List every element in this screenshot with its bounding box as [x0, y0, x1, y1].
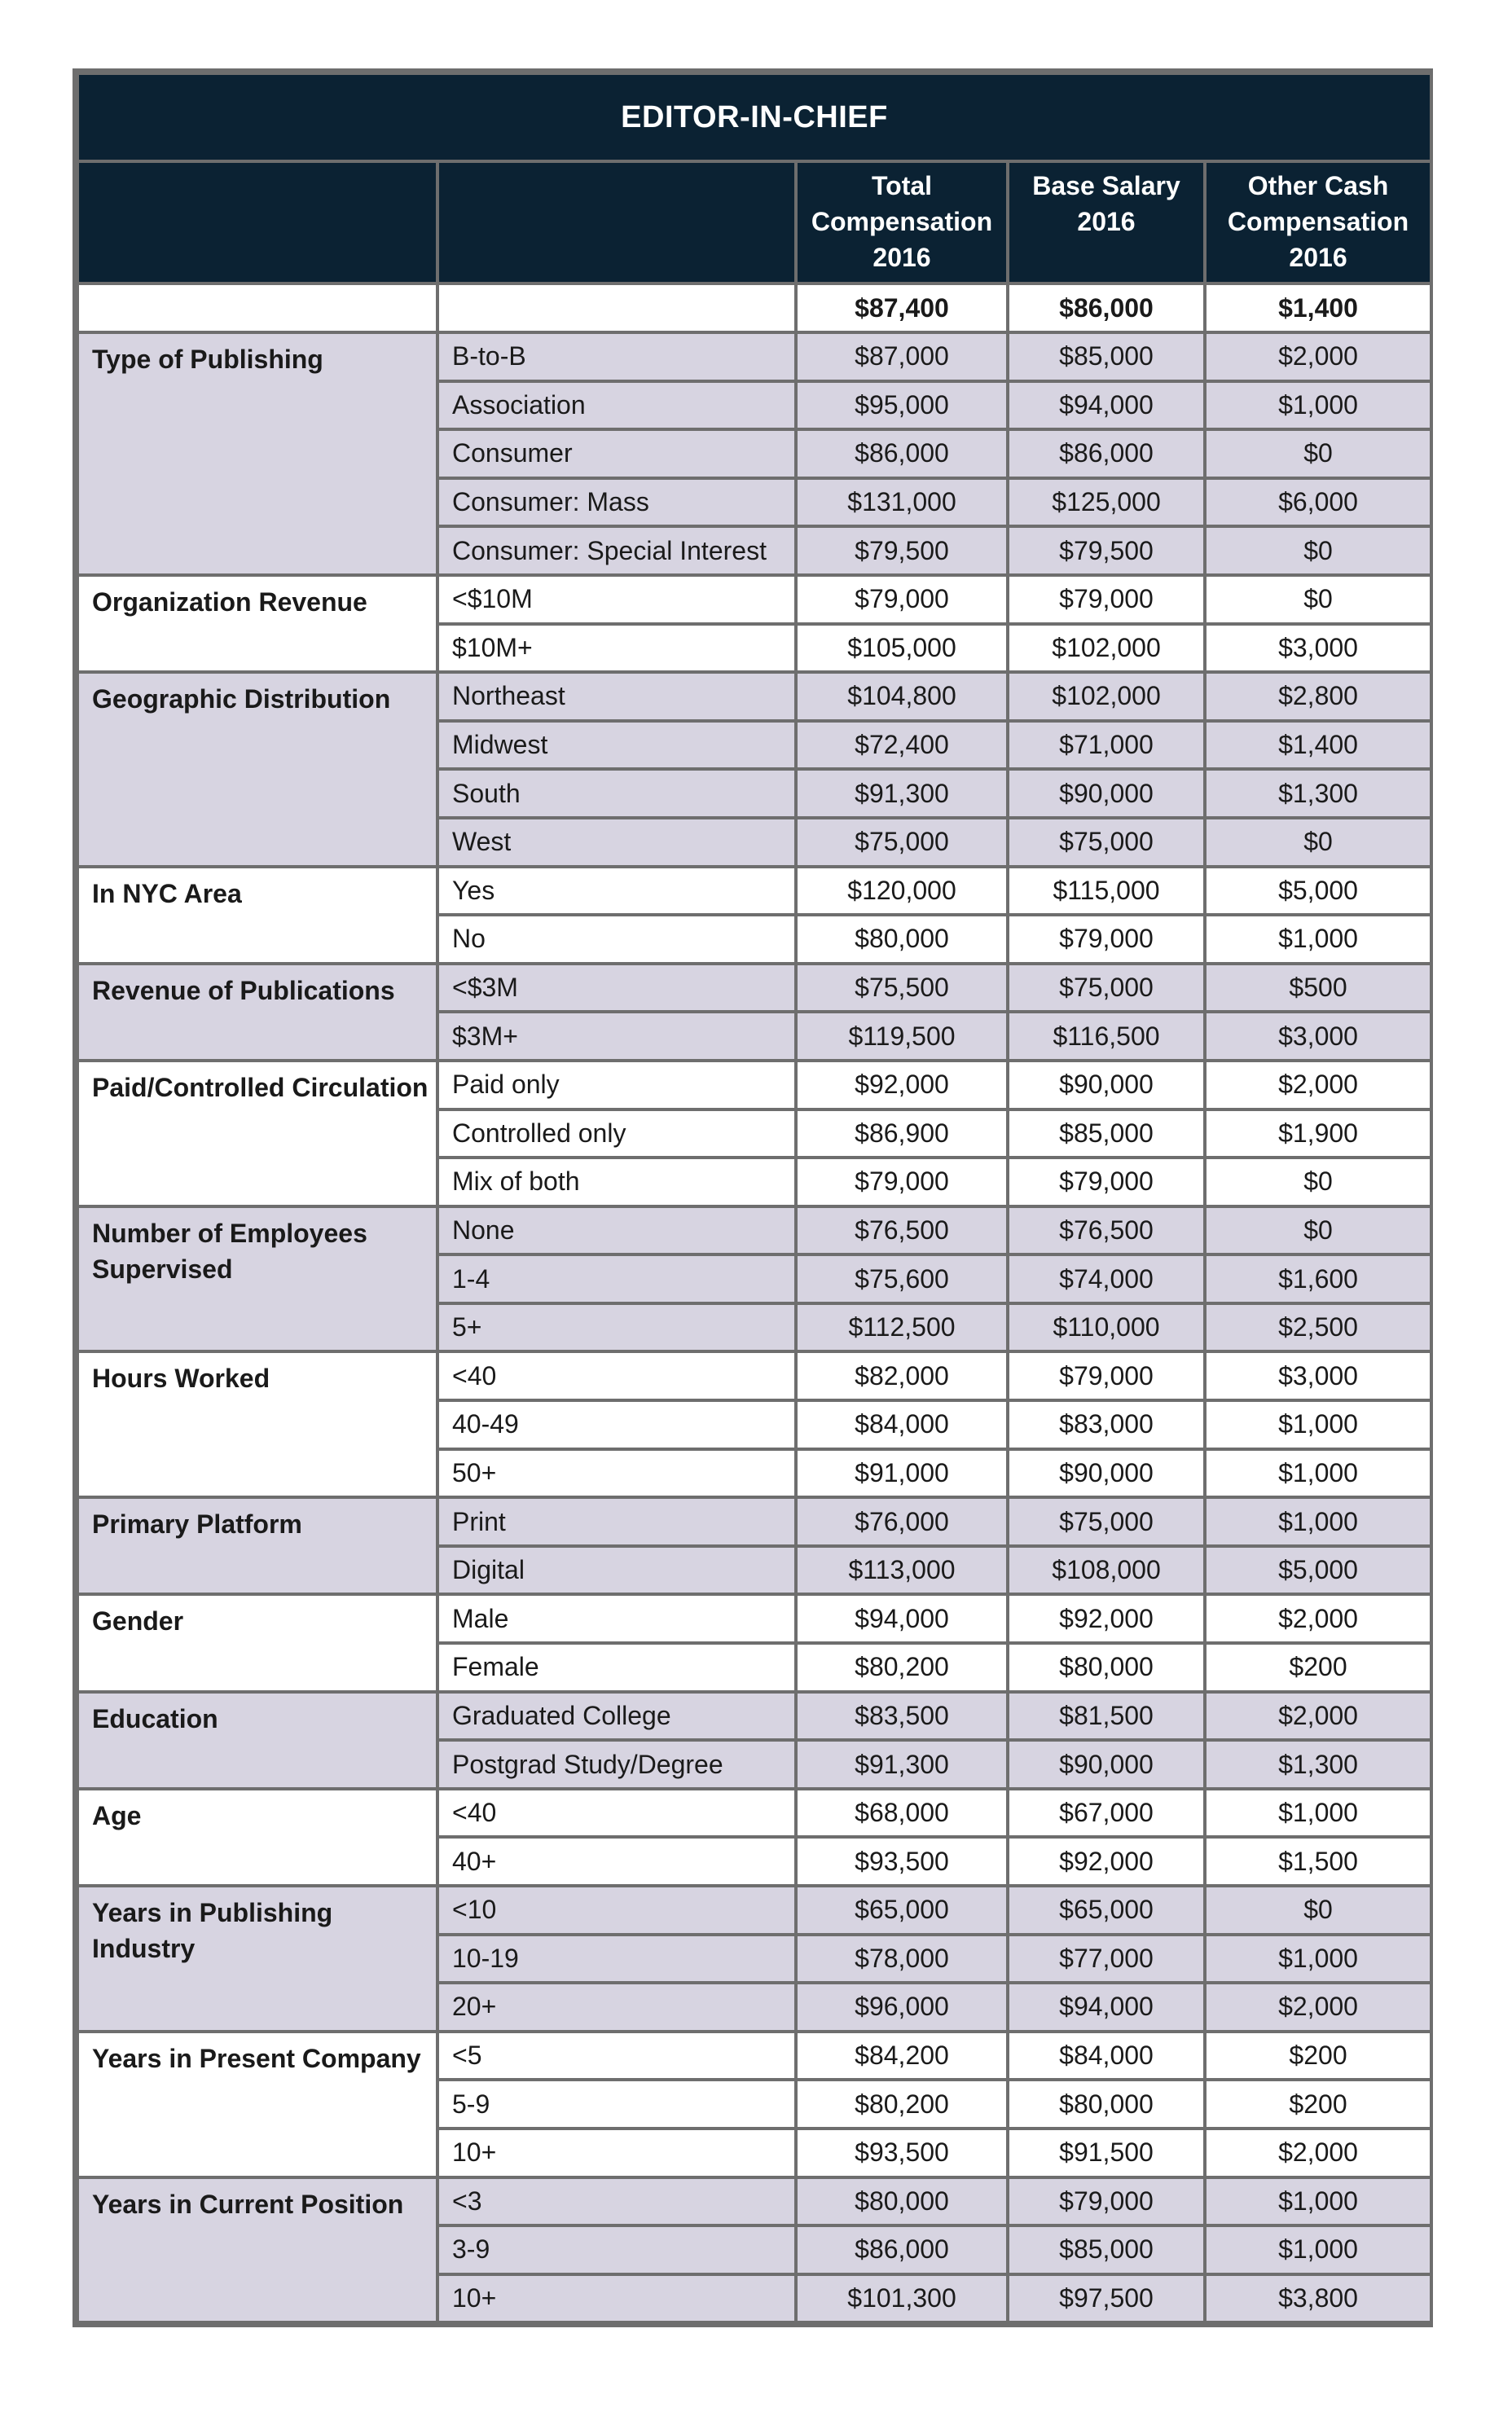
- subcategory-label: Consumer: [437, 429, 796, 478]
- table-row: [77, 1594, 1431, 1643]
- subcategory-label: Paid only: [437, 1061, 796, 1109]
- base-salary-cell: $75,000: [1008, 964, 1205, 1013]
- other-cash-cell: $500: [1205, 964, 1431, 1013]
- total-empty-category: [77, 283, 437, 332]
- other-cash-cell: $2,000: [1205, 1692, 1431, 1741]
- total-compensation-cell: $78,000: [796, 1935, 1008, 1984]
- header-line: 2016: [872, 243, 931, 272]
- category-label: Years in Current Position: [77, 2177, 437, 2323]
- total-compensation-cell: $79,000: [796, 575, 1008, 624]
- base-salary-cell: $90,000: [1008, 1449, 1205, 1498]
- total-compensation-cell: $80,200: [796, 2080, 1008, 2129]
- category-label: Years in Present Company: [77, 2032, 437, 2177]
- subcategory-label: <10: [437, 1886, 796, 1935]
- category-label: Organization Revenue: [77, 575, 437, 672]
- base-salary-cell: $85,000: [1008, 1109, 1205, 1158]
- subcategory-label: <40: [437, 1351, 796, 1400]
- total-compensation-cell: $75,500: [796, 964, 1008, 1013]
- base-salary-cell: $94,000: [1008, 1983, 1205, 2032]
- subcategory-label: Consumer: Mass: [437, 478, 796, 527]
- table-row: [77, 575, 1431, 624]
- base-salary-cell: $90,000: [1008, 1061, 1205, 1109]
- total-compensation-cell: $86,000: [796, 429, 1008, 478]
- table-title: EDITOR-IN-CHIEF: [77, 73, 1431, 161]
- subcategory-label: <$3M: [437, 964, 796, 1013]
- other-cash-cell: $3,000: [1205, 1012, 1431, 1061]
- base-salary-cell: $79,000: [1008, 1158, 1205, 1206]
- base-salary-cell: $77,000: [1008, 1935, 1205, 1984]
- other-cash-cell: $2,500: [1205, 1303, 1431, 1352]
- subcategory-label: 5+: [437, 1303, 796, 1352]
- base-salary-cell: $67,000: [1008, 1789, 1205, 1838]
- table-row: [77, 964, 1431, 1013]
- other-cash-cell: $2,800: [1205, 672, 1431, 721]
- table-row: [77, 1692, 1431, 1741]
- header-line: Total: [871, 171, 933, 200]
- base-salary-cell: $80,000: [1008, 2080, 1205, 2129]
- total-compensation-cell: $80,000: [796, 2177, 1008, 2226]
- base-salary-cell: $85,000: [1008, 2225, 1205, 2274]
- table-row: [77, 1206, 1431, 1255]
- other-cash-cell: $0: [1205, 818, 1431, 867]
- table-row: [77, 867, 1431, 916]
- base-salary-cell: $76,500: [1008, 1206, 1205, 1255]
- total-compensation-cell: $96,000: [796, 1983, 1008, 2032]
- other-cash-cell: $0: [1205, 429, 1431, 478]
- other-cash-cell: $1,000: [1205, 1935, 1431, 1984]
- header-empty-category: [77, 161, 437, 283]
- base-salary-cell: $75,000: [1008, 818, 1205, 867]
- subcategory-label: Midwest: [437, 721, 796, 770]
- other-cash-cell: $1,000: [1205, 2225, 1431, 2274]
- other-cash-cell: $2,000: [1205, 1061, 1431, 1109]
- subcategory-label: South: [437, 769, 796, 818]
- table-row: [77, 1886, 1431, 1935]
- total-compensation-cell: $87,000: [796, 332, 1008, 381]
- base-salary-cell: $97,500: [1008, 2274, 1205, 2323]
- other-cash-cell: $1,000: [1205, 2177, 1431, 2226]
- base-salary-cell: $74,000: [1008, 1254, 1205, 1303]
- total-compensation-cell: $104,800: [796, 672, 1008, 721]
- total-compensation-cell: $91,300: [796, 769, 1008, 818]
- subcategory-label: Controlled only: [437, 1109, 796, 1158]
- category-label: Revenue of Publications: [77, 964, 437, 1061]
- total-compensation-cell: $112,500: [796, 1303, 1008, 1352]
- other-cash-cell: $3,800: [1205, 2274, 1431, 2323]
- other-cash-cell: $0: [1205, 526, 1431, 575]
- total-compensation-cell: $119,500: [796, 1012, 1008, 1061]
- total-compensation-cell: $91,000: [796, 1449, 1008, 1498]
- table-row: [77, 2032, 1431, 2080]
- other-cash-cell: $200: [1205, 2080, 1431, 2129]
- total-compensation-cell: $101,300: [796, 2274, 1008, 2323]
- subcategory-label: 10+: [437, 2129, 796, 2177]
- total-compensation-cell: $92,000: [796, 1061, 1008, 1109]
- base-salary-cell: $92,000: [1008, 1594, 1205, 1643]
- subcategory-label: 3-9: [437, 2225, 796, 2274]
- header-line: Other Cash: [1247, 171, 1389, 200]
- base-salary-cell: $83,000: [1008, 1400, 1205, 1449]
- base-salary-cell: $110,000: [1008, 1303, 1205, 1352]
- subcategory-label: Digital: [437, 1546, 796, 1595]
- base-salary-cell: $102,000: [1008, 624, 1205, 673]
- other-cash-cell: $0: [1205, 1886, 1431, 1935]
- base-salary-cell: $86,000: [1008, 429, 1205, 478]
- total-compensation-cell: $86,000: [796, 2225, 1008, 2274]
- subcategory-label: <$10M: [437, 575, 796, 624]
- subcategory-label: 40+: [437, 1837, 796, 1886]
- other-cash-cell: $1,000: [1205, 381, 1431, 430]
- table-row: [77, 1351, 1431, 1400]
- table-row: [77, 2177, 1431, 2226]
- total-compensation-cell: $113,000: [796, 1546, 1008, 1595]
- subcategory-label: 40-49: [437, 1400, 796, 1449]
- header-empty-subcategory: [437, 161, 796, 283]
- other-cash-cell: $2,000: [1205, 332, 1431, 381]
- other-cash-cell: $1,000: [1205, 1497, 1431, 1546]
- total-compensation-cell: $93,500: [796, 1837, 1008, 1886]
- subcategory-label: Female: [437, 1643, 796, 1692]
- subcategory-label: 1-4: [437, 1254, 796, 1303]
- base-salary-cell: $84,000: [1008, 2032, 1205, 2080]
- base-salary-cell: $108,000: [1008, 1546, 1205, 1595]
- subcategory-label: 10+: [437, 2274, 796, 2323]
- total-compensation-cell: $80,000: [796, 915, 1008, 964]
- base-salary-cell: $71,000: [1008, 721, 1205, 770]
- table-body: [77, 283, 1431, 2322]
- total-compensation-value: $87,400: [796, 283, 1008, 332]
- category-label: Years in Publishing Industry: [77, 1886, 437, 2032]
- subcategory-label: <3: [437, 2177, 796, 2226]
- subcategory-label: 10-19: [437, 1935, 796, 1984]
- base-salary-cell: $79,000: [1008, 915, 1205, 964]
- base-salary-cell: $91,500: [1008, 2129, 1205, 2177]
- total-compensation-cell: $86,900: [796, 1109, 1008, 1158]
- category-label: In NYC Area: [77, 867, 437, 964]
- header-line: Base Salary: [1032, 171, 1180, 200]
- header-line: Compensation: [1227, 207, 1409, 236]
- other-cash-cell: $1,900: [1205, 1109, 1431, 1158]
- subcategory-label: Print: [437, 1497, 796, 1546]
- subcategory-label: <40: [437, 1789, 796, 1838]
- total-compensation-cell: $75,000: [796, 818, 1008, 867]
- total-compensation-cell: $75,600: [796, 1254, 1008, 1303]
- subcategory-label: 20+: [437, 1983, 796, 2032]
- header-line: 2016: [1077, 207, 1136, 236]
- subcategory-label: $3M+: [437, 1012, 796, 1061]
- total-base-salary-value: $86,000: [1008, 283, 1205, 332]
- category-label: Type of Publishing: [77, 332, 437, 575]
- table-row: [77, 672, 1431, 721]
- base-salary-cell: $94,000: [1008, 381, 1205, 430]
- other-cash-cell: $1,000: [1205, 1789, 1431, 1838]
- table-row: [77, 1789, 1431, 1838]
- base-salary-cell: $75,000: [1008, 1497, 1205, 1546]
- subcategory-label: Yes: [437, 867, 796, 916]
- total-compensation-cell: $120,000: [796, 867, 1008, 916]
- total-empty-subcategory: [437, 283, 796, 332]
- other-cash-cell: $3,000: [1205, 624, 1431, 673]
- category-label: Number of Employees Supervised: [77, 1206, 437, 1352]
- other-cash-cell: $0: [1205, 1206, 1431, 1255]
- table-row: [77, 1061, 1431, 1109]
- subcategory-label: Mix of both: [437, 1158, 796, 1206]
- base-salary-cell: $92,000: [1008, 1837, 1205, 1886]
- base-salary-cell: $80,000: [1008, 1643, 1205, 1692]
- base-salary-cell: $115,000: [1008, 867, 1205, 916]
- table-row: [77, 1497, 1431, 1546]
- total-compensation-cell: $84,000: [796, 1400, 1008, 1449]
- other-cash-cell: $0: [1205, 575, 1431, 624]
- subcategory-label: Northeast: [437, 672, 796, 721]
- total-compensation-cell: $80,200: [796, 1643, 1008, 1692]
- subcategory-label: 5-9: [437, 2080, 796, 2129]
- header-line: 2016: [1289, 243, 1347, 272]
- total-compensation-cell: $94,000: [796, 1594, 1008, 1643]
- subcategory-label: B-to-B: [437, 332, 796, 381]
- subcategory-label: Association: [437, 381, 796, 430]
- total-other-cash-value: $1,400: [1205, 283, 1431, 332]
- subcategory-label: $10M+: [437, 624, 796, 673]
- total-compensation-cell: $93,500: [796, 2129, 1008, 2177]
- header-base-salary: [1008, 161, 1205, 283]
- total-compensation-cell: $79,500: [796, 526, 1008, 575]
- base-salary-cell: $90,000: [1008, 1740, 1205, 1789]
- other-cash-cell: $3,000: [1205, 1351, 1431, 1400]
- header-line: Compensation: [811, 207, 993, 236]
- overall-total-row: [77, 283, 1431, 332]
- base-salary-cell: $116,500: [1008, 1012, 1205, 1061]
- other-cash-cell: $1,300: [1205, 1740, 1431, 1789]
- other-cash-cell: $1,400: [1205, 721, 1431, 770]
- table-row: [77, 332, 1431, 381]
- base-salary-cell: $79,000: [1008, 2177, 1205, 2226]
- other-cash-cell: $1,600: [1205, 1254, 1431, 1303]
- subcategory-label: 50+: [437, 1449, 796, 1498]
- category-label: Gender: [77, 1594, 437, 1691]
- base-salary-cell: $102,000: [1008, 672, 1205, 721]
- category-label: Education: [77, 1692, 437, 1789]
- total-compensation-cell: $84,200: [796, 2032, 1008, 2080]
- total-compensation-cell: $76,500: [796, 1206, 1008, 1255]
- other-cash-cell: $1,500: [1205, 1837, 1431, 1886]
- base-salary-cell: $79,000: [1008, 1351, 1205, 1400]
- base-salary-cell: $79,000: [1008, 575, 1205, 624]
- header-other-cash-compensation: [1205, 161, 1431, 283]
- total-compensation-cell: $68,000: [796, 1789, 1008, 1838]
- total-compensation-cell: $76,000: [796, 1497, 1008, 1546]
- base-salary-cell: $90,000: [1008, 769, 1205, 818]
- other-cash-cell: $1,000: [1205, 1400, 1431, 1449]
- other-cash-cell: $0: [1205, 1158, 1431, 1206]
- base-salary-cell: $79,500: [1008, 526, 1205, 575]
- category-label: Age: [77, 1789, 437, 1886]
- total-compensation-cell: $91,300: [796, 1740, 1008, 1789]
- total-compensation-cell: $72,400: [796, 721, 1008, 770]
- other-cash-cell: $2,000: [1205, 2129, 1431, 2177]
- header-total-compensation: [796, 161, 1008, 283]
- other-cash-cell: $200: [1205, 1643, 1431, 1692]
- subcategory-label: None: [437, 1206, 796, 1255]
- column-header-row: [77, 161, 1431, 283]
- other-cash-cell: $2,000: [1205, 1983, 1431, 2032]
- other-cash-cell: $5,000: [1205, 1546, 1431, 1595]
- total-compensation-cell: $82,000: [796, 1351, 1008, 1400]
- category-label: Paid/Controlled Circulation: [77, 1061, 437, 1206]
- category-label: Primary Platform: [77, 1497, 437, 1594]
- base-salary-cell: $85,000: [1008, 332, 1205, 381]
- base-salary-cell: $65,000: [1008, 1886, 1205, 1935]
- base-salary-cell: $81,500: [1008, 1692, 1205, 1741]
- subcategory-label: <5: [437, 2032, 796, 2080]
- other-cash-cell: $1,300: [1205, 769, 1431, 818]
- category-label: Hours Worked: [77, 1351, 437, 1497]
- total-compensation-cell: $65,000: [796, 1886, 1008, 1935]
- total-compensation-cell: $83,500: [796, 1692, 1008, 1741]
- total-compensation-cell: $131,000: [796, 478, 1008, 527]
- subcategory-label: Postgrad Study/Degree: [437, 1740, 796, 1789]
- other-cash-cell: $5,000: [1205, 867, 1431, 916]
- subcategory-label: West: [437, 818, 796, 867]
- subcategory-label: Consumer: Special Interest: [437, 526, 796, 575]
- subcategory-label: Male: [437, 1594, 796, 1643]
- total-compensation-cell: $95,000: [796, 381, 1008, 430]
- subcategory-label: No: [437, 915, 796, 964]
- compensation-table-container: [73, 68, 1433, 2327]
- other-cash-cell: $1,000: [1205, 1449, 1431, 1498]
- other-cash-cell: $200: [1205, 2032, 1431, 2080]
- other-cash-cell: $2,000: [1205, 1594, 1431, 1643]
- total-compensation-cell: $79,000: [796, 1158, 1008, 1206]
- subcategory-label: Graduated College: [437, 1692, 796, 1741]
- total-compensation-cell: $105,000: [796, 624, 1008, 673]
- compensation-table: [76, 72, 1433, 2324]
- other-cash-cell: $1,000: [1205, 915, 1431, 964]
- other-cash-cell: $6,000: [1205, 478, 1431, 527]
- category-label: Geographic Distribution: [77, 672, 437, 866]
- base-salary-cell: $125,000: [1008, 478, 1205, 527]
